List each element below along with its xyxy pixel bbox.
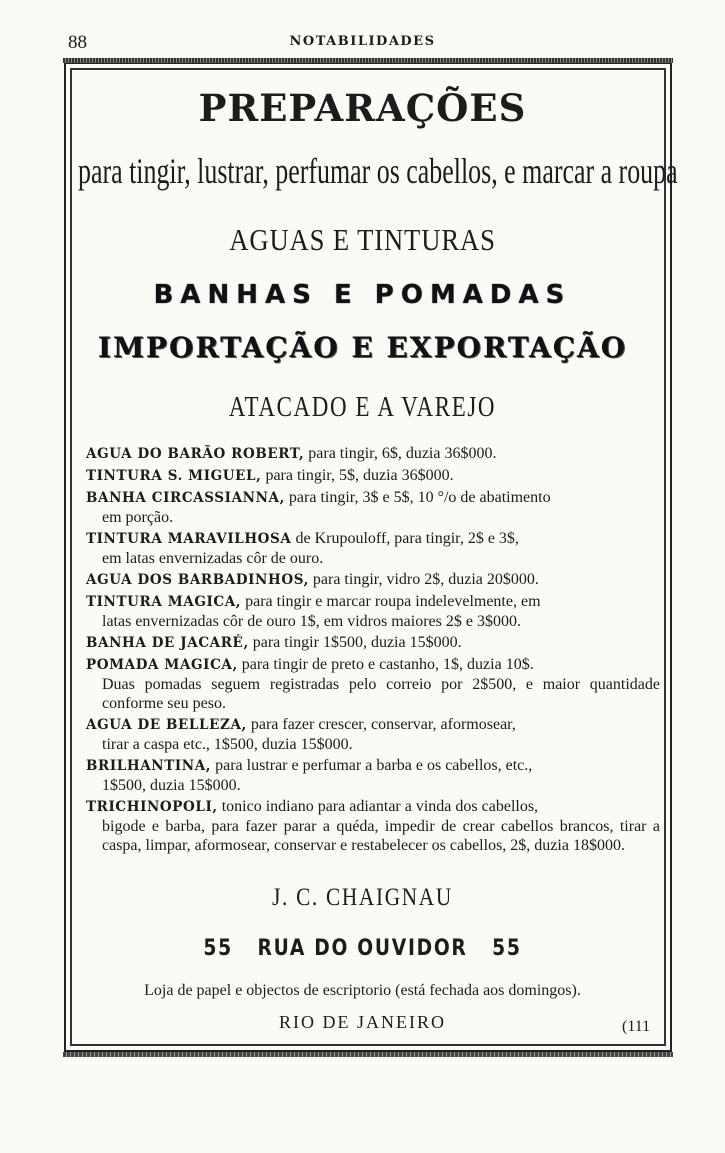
address-number-left: 55 (203, 936, 233, 961)
product-name: TRICHINOPOLI, (86, 799, 218, 815)
product-continuation: 1$500, duzia 15$000. (102, 777, 241, 794)
product-item (86, 715, 660, 754)
atacado-heading: ATACADO E A VAREJO (228, 392, 497, 423)
address-street: RUA DO OUVIDOR (257, 936, 468, 961)
product-text: para lustrar e perfumar a barba e os cabellos, etc., (215, 757, 533, 774)
city-name: RIO DE JANEIRO (279, 1012, 446, 1032)
product-item (86, 444, 660, 464)
product-item (86, 592, 660, 631)
product-continuation: latas envernizadas côr de ouro 1$, em vidros maiores 2$ e 3$000. (102, 613, 521, 630)
product-list (86, 444, 660, 857)
ad-title: PREPARAÇÕES (198, 86, 527, 130)
product-name: TINTURA S. MIGUEL, (86, 468, 262, 484)
product-text: para fazer crescer, conservar, aformosear, (250, 716, 516, 733)
product-name: TINTURA MARAVILHOSA (86, 531, 292, 547)
product-text: para tingir, 6$, duzia 36$000. (308, 445, 497, 462)
product-item (86, 797, 660, 855)
product-text: para tingir, vidro 2$, duzia 20$000. (312, 571, 539, 588)
product-item (86, 529, 660, 568)
ad-subtitle: para tingir, lustrar, perfumar os cabellos, e marcar a roupa (78, 151, 678, 191)
product-text: para tingir, 3$ e 5$, 10 °/o de abatimento (288, 489, 551, 506)
merchant-address (54, 936, 670, 961)
product-name: BRILHANTINA, (86, 758, 212, 774)
product-continuation: em latas envernizadas côr de ouro. (102, 550, 324, 567)
product-continuation: em porção. (102, 509, 174, 526)
merchant-signature: J. C. CHAIGNAU (272, 884, 453, 911)
page-number: 88 (68, 32, 87, 53)
aguas-heading: AGUAS E TINTURAS (229, 222, 496, 257)
product-name: AGUA DE BELLEZA, (86, 717, 247, 733)
product-text: para tingir e marcar roupa indelevelmente, em (245, 593, 541, 610)
product-item (86, 488, 660, 527)
product-item (86, 466, 660, 486)
ad-code: (111 (622, 1018, 651, 1035)
product-continuation: bigode e barba, para fazer parar a quéda, impedir de crear cabellos brancos, tirar a caspa, limpar, aformosear, conservar e restabelecer os cabellos, 2$, duzia 18$000. (102, 818, 660, 854)
banhas-heading: BANHAS E POMADAS (153, 280, 572, 310)
address-number-right: 55 (492, 936, 522, 961)
product-name: AGUA DOS BARBADINHOS, (86, 572, 309, 588)
product-text: para tingir, 5$, duzia 36$000. (265, 467, 454, 484)
product-name: POMADA MAGICA, (86, 657, 238, 673)
product-name: BANHA CIRCASSIANNA, (86, 490, 285, 506)
product-continuation: tirar a caspa etc., 1$500, duzia 15$000. (102, 736, 353, 753)
importacao-heading: IMPORTAÇÃO E EXPORTAÇÃO (97, 331, 628, 364)
product-name: BANHA DE JACARÉ, (86, 635, 249, 651)
product-text: para tingir de preto e castanho, 1$, duzia 10$. (241, 656, 534, 673)
product-continuation: Duas pomadas seguem registradas pelo correio por 2$500, e maior quantidade conforme seu peso. (102, 676, 660, 712)
product-name: AGUA DO BARÃO ROBERT, (86, 446, 305, 462)
shop-note: Loja de papel e objectos de escriptorio (está fechada aos domingos). (144, 982, 581, 999)
product-name: TINTURA MAGICA, (86, 594, 242, 610)
product-text: tonico indiano para adiantar a vinda dos cabellos, (221, 798, 539, 815)
product-item (86, 570, 660, 590)
product-item (86, 633, 660, 653)
product-text: de Krupouloff, para tingir, 2$ e 3$, (295, 530, 519, 547)
running-head: NOTABILIDADES (289, 34, 436, 49)
product-text: para tingir 1$500, duzia 15$000. (252, 634, 462, 651)
product-item (86, 655, 660, 713)
product-item (86, 756, 660, 795)
